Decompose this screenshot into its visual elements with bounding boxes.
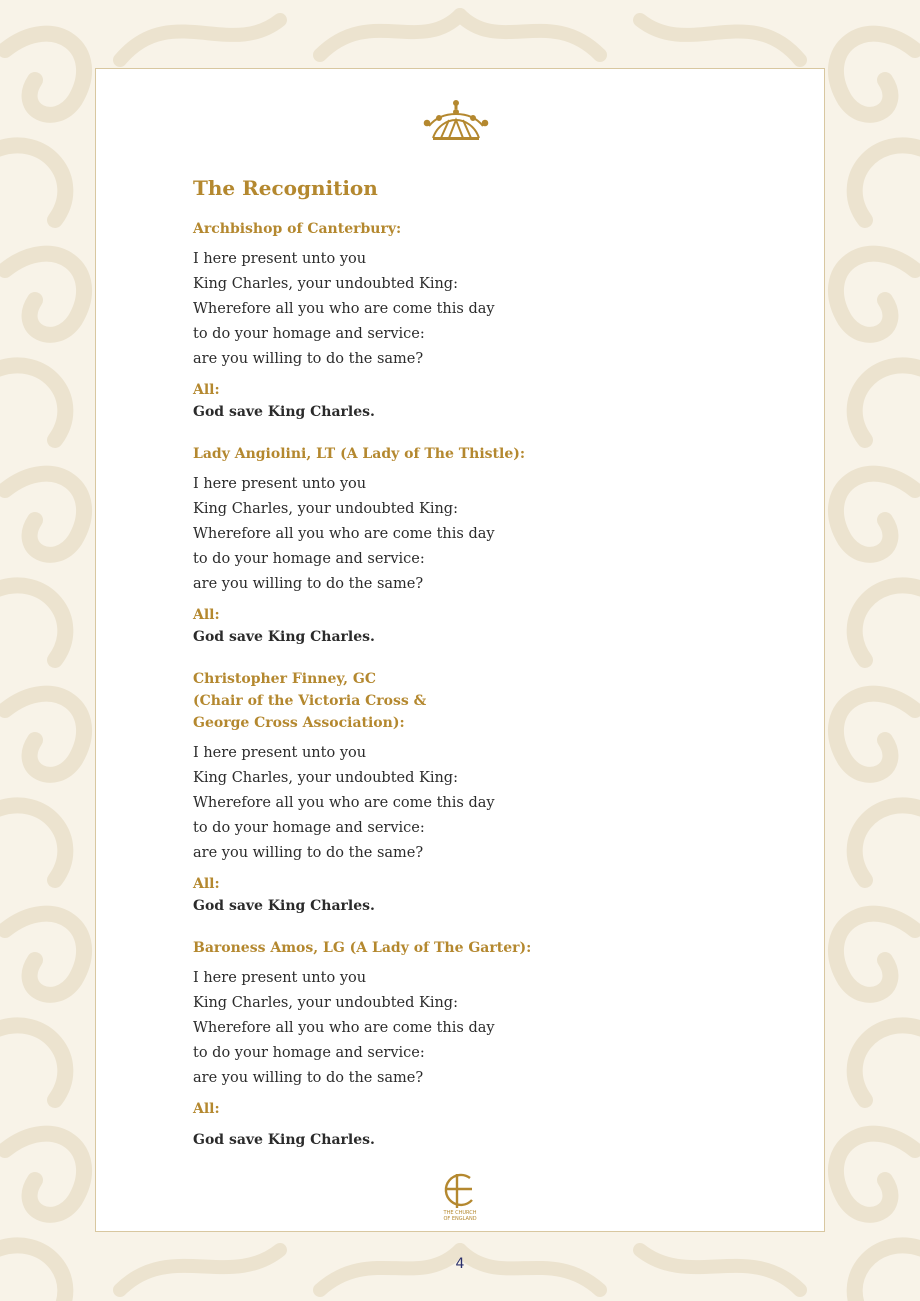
- recognition-section-2: [193, 443, 753, 648]
- crown-icon: [423, 98, 489, 142]
- verse: [193, 247, 753, 372]
- verse-line: I here present unto you: [193, 476, 367, 492]
- logo-text-line: OF ENGLAND: [443, 1216, 477, 1222]
- verse-line: are you willing to do the same?: [193, 576, 424, 592]
- all-label: All:: [193, 382, 220, 398]
- recognition-section-4: [193, 937, 753, 1151]
- verse-line: King Charles, your undoubted King:: [193, 770, 458, 786]
- recognition-section-3: [193, 668, 753, 917]
- verse-line: I here present unto you: [193, 970, 367, 986]
- verse-line: I here present unto you: [193, 745, 367, 761]
- verse-line: to do your homage and service:: [193, 1045, 425, 1061]
- verse-line: are you willing to do the same?: [193, 1070, 424, 1086]
- response-text: God save King Charles.: [193, 898, 375, 914]
- speaker-label: Lady Angiolini, LT (A Lady of The Thistle):: [193, 446, 526, 462]
- church-of-england-logo: [440, 1172, 480, 1226]
- verse: [193, 741, 753, 866]
- church-cross-icon: [442, 1172, 478, 1210]
- logo-text-line: THE CHURCH: [443, 1210, 477, 1216]
- verse-line: King Charles, your undoubted King:: [193, 501, 458, 517]
- verse-line: King Charles, your undoubted King:: [193, 995, 458, 1011]
- verse-line: to do your homage and service:: [193, 326, 425, 342]
- speaker-label: Christopher Finney, GC (Chair of the Victoria Cross & George Cross Association):: [193, 671, 427, 731]
- verse-line: Wherefore all you who are come this day: [193, 526, 495, 542]
- response-text: God save King Charles.: [193, 404, 375, 420]
- verse: [193, 472, 753, 597]
- page-title: The Recognition: [193, 176, 378, 200]
- verse-line: are you willing to do the same?: [193, 845, 424, 861]
- document-content: [193, 174, 753, 1171]
- all-label: All:: [193, 607, 220, 623]
- verse-line: Wherefore all you who are come this day: [193, 1020, 495, 1036]
- verse-line: I here present unto you: [193, 251, 367, 267]
- verse-line: Wherefore all you who are come this day: [193, 795, 495, 811]
- verse-line: to do your homage and service:: [193, 820, 425, 836]
- all-label: All:: [193, 1101, 220, 1117]
- response-text: God save King Charles.: [193, 629, 375, 645]
- verse-line: Wherefore all you who are come this day: [193, 301, 495, 317]
- verse: [193, 966, 753, 1091]
- recognition-section-1: [193, 218, 753, 423]
- page-number: 4: [455, 1256, 465, 1272]
- logo-wordmark: [430, 1210, 490, 1222]
- verse-line: to do your homage and service:: [193, 551, 425, 567]
- verse-line: King Charles, your undoubted King:: [193, 276, 458, 292]
- all-label: All:: [193, 876, 220, 892]
- response-text: God save King Charles.: [193, 1132, 375, 1148]
- speaker-label: Archbishop of Canterbury:: [193, 221, 402, 237]
- verse-line: are you willing to do the same?: [193, 351, 424, 367]
- speaker-label: Baroness Amos, LG (A Lady of The Garter):: [193, 940, 532, 956]
